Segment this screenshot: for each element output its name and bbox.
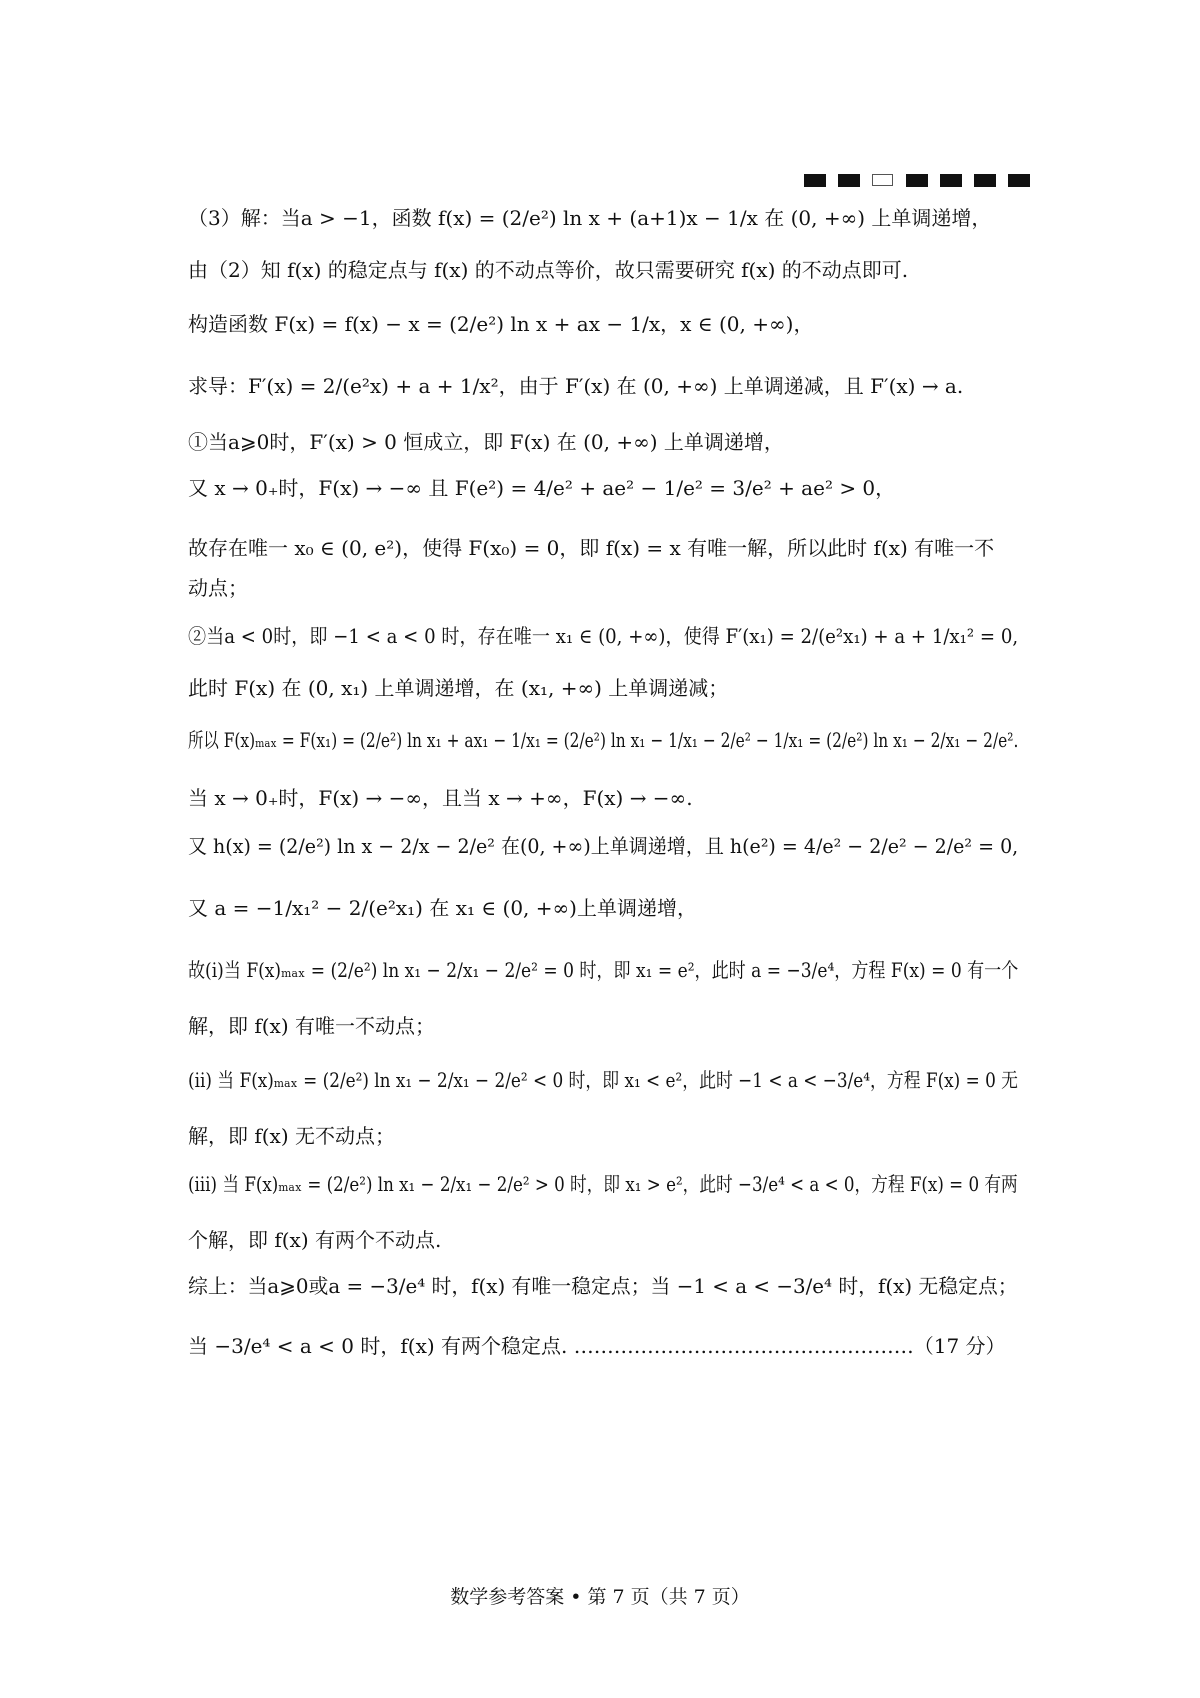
header-mark-block bbox=[906, 174, 928, 187]
text-line: 又 a = −1/x₁² − 2/(e²x₁) 在 x₁ ∈ (0, +∞)上单调递增， bbox=[188, 896, 697, 920]
header-mark-block bbox=[974, 174, 996, 187]
text-line: 又 h(x) = (2/e²) ln x − 2/x − 2/e² 在(0, +∞)上单调递增，且 h(e²) = 4/e² − 2/e² − 2/e² = 0, bbox=[188, 834, 1019, 858]
text-line: ②当a < 0时，即 −1 < a < 0 时，存在唯一 x₁ ∈ (0, +∞)，使得 F′(x₁) = 2/(e²x₁) + a + 1/x₁² = 0, bbox=[188, 624, 1019, 648]
text-line: 解，即 f(x) 无不动点； bbox=[188, 1124, 396, 1148]
text-line: 又 x → 0₊时，F(x) → −∞ 且 F(e²) = 4/e² + ae² − 1/e² = 3/e² + ae² > 0， bbox=[188, 476, 896, 500]
text-line: 构造函数 F(x) = f(x) − x = (2/e²) ln x + ax − 1/x，x ∈ (0, +∞)， bbox=[188, 312, 814, 336]
text-line: 个解，即 f(x) 有两个不动点. bbox=[188, 1228, 442, 1252]
text-line: 由（2）知 f(x) 的稳定点与 f(x) 的不动点等价，故只需要研究 f(x) 的不动点即可. bbox=[188, 258, 909, 282]
text-line: ①当a⩾0时，F′(x) > 0 恒成立，即 F(x) 在 (0, +∞) 上单调递增， bbox=[188, 430, 784, 454]
text-line: 解，即 f(x) 有唯一不动点； bbox=[188, 1014, 436, 1038]
text-line: 故存在唯一 x₀ ∈ (0, e²)，使得 F(x₀) = 0，即 f(x) = x 有唯一解，所以此时 f(x) 有唯一不 bbox=[188, 536, 995, 560]
text-line: 当 x → 0₊时，F(x) → −∞，且当 x → +∞，F(x) → −∞. bbox=[188, 786, 693, 810]
header-mark-block bbox=[1008, 174, 1030, 187]
text-line: 求导：F′(x) = 2/(e²x) + a + 1/x²，由于 F′(x) 在 (0, +∞) 上单调递减，且 F′(x) → a. bbox=[188, 374, 964, 398]
text-line: 所以 F(x)ₘₐₓ = F(x₁) = (2/e²) ln x₁ + ax₁ − 1/x₁ = (2/e²) ln x₁ − 1/x₁ − 2/e² − 1/x₁ = (2/e²) ln x₁ − 2/x₁ − 2/e². bbox=[188, 728, 1019, 752]
header-mark-block bbox=[838, 174, 860, 187]
page-footer: 数学参考答案 • 第 7 页（共 7 页） bbox=[450, 1586, 750, 1608]
text-line: 综上：当a⩾0或a = −3/e⁴ 时，f(x) 有唯一稳定点；当 −1 < a < −3/e⁴ 时，f(x) 无稳定点； bbox=[188, 1274, 1018, 1298]
text-line: 当 −3/e⁴ < a < 0 时，f(x) 有两个稳定点. ……………………………………………（17 分） bbox=[188, 1334, 1006, 1358]
header-mark-block bbox=[804, 174, 826, 187]
text-line: 故(ⅰ)当 F(x)ₘₐₓ = (2/e²) ln x₁ − 2/x₁ − 2/e² = 0 时，即 x₁ = e²，此时 a = −3/e⁴，方程 F(x) = 0 有一个 bbox=[188, 958, 1019, 982]
text-line: 动点； bbox=[188, 576, 248, 600]
text-line: 此时 F(x) 在 (0, x₁) 上单调递增，在 (x₁, +∞) 上单调递减； bbox=[188, 676, 729, 700]
text-line: (ⅲ) 当 F(x)ₘₐₓ = (2/e²) ln x₁ − 2/x₁ − 2/e² > 0 时，即 x₁ > e²，此时 −3/e⁴ < a < 0，方程 F(x) = 0 有两 bbox=[188, 1172, 1018, 1196]
text-line: (ⅱ) 当 F(x)ₘₐₓ = (2/e²) ln x₁ − 2/x₁ − 2/e² < 0 时，即 x₁ < e²，此时 −1 < a < −3/e⁴，方程 F(x) = 0 无 bbox=[188, 1068, 1019, 1092]
text-line: （3）解：当a > −1，函数 f(x) = (2/e²) ln x + (a+1)x − 1/x 在 (0, +∞) 上单调递增， bbox=[188, 206, 992, 230]
header-mark-block bbox=[940, 174, 962, 187]
header-mark-block bbox=[872, 174, 893, 186]
